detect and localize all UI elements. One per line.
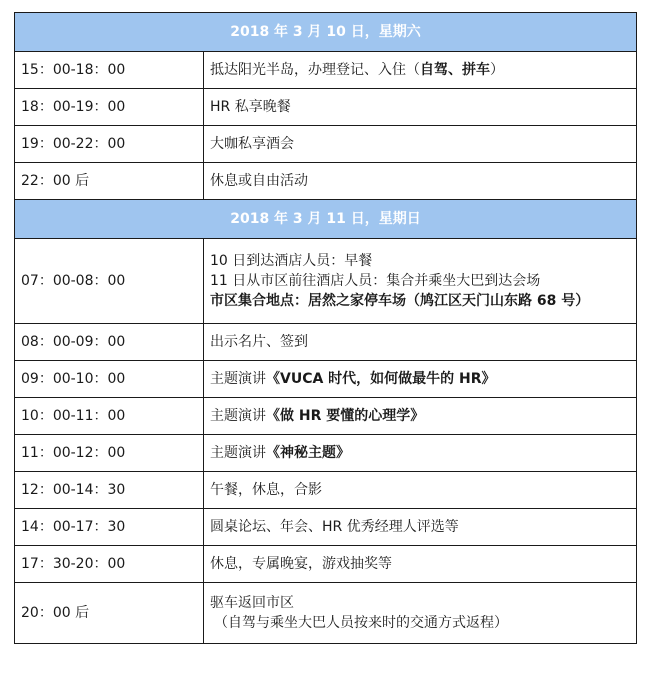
activity-line: 10 日到达酒店人员：早餐 — [210, 253, 373, 269]
activity-cell — [204, 361, 637, 398]
activity-cell — [204, 239, 637, 324]
table-row — [15, 435, 637, 472]
time-cell: 18：00-19：00 — [15, 89, 204, 126]
time-cell: 17：30-20：00 — [15, 546, 204, 583]
talk-title: 《神秘主题》 — [266, 445, 350, 461]
activity-bold-text: 自驾、拼车 — [420, 62, 490, 78]
talk-title: 《VUCA 时代，如何做最牛的 HR》 — [266, 371, 496, 387]
activity-cell — [204, 435, 637, 472]
table-row — [15, 52, 637, 89]
time-cell: 12：00-14：30 — [15, 472, 204, 509]
talk-title: 《做 HR 要懂的心理学》 — [266, 408, 425, 424]
day-header-label: 2018 年 3 月 11 日，星期日 — [15, 200, 637, 239]
time-cell: 22：00 后 — [15, 163, 204, 200]
table-row — [15, 472, 637, 509]
table-row — [15, 89, 637, 126]
activity-text: 主题演讲 — [210, 408, 266, 424]
activity-cell: HR 私享晚餐 — [204, 89, 637, 126]
activity-cell: 大咖私享酒会 — [204, 126, 637, 163]
activity-cell — [204, 52, 637, 89]
day-header — [15, 13, 637, 52]
time-cell: 09：00-10：00 — [15, 361, 204, 398]
table-row — [15, 324, 637, 361]
table-row — [15, 361, 637, 398]
table-row — [15, 163, 637, 200]
activity-cell: 圆桌论坛、年会、HR 优秀经理人评选等 — [204, 509, 637, 546]
table-row — [15, 583, 637, 644]
day-header — [15, 200, 637, 239]
time-cell: 14：00-17：30 — [15, 509, 204, 546]
activity-cell: 出示名片、签到 — [204, 324, 637, 361]
table-row — [15, 509, 637, 546]
activity-text: 主题演讲 — [210, 445, 266, 461]
table-row — [15, 398, 637, 435]
time-cell: 19：00-22：00 — [15, 126, 204, 163]
activity-line: 11 日从市区前往酒店人员：集合并乘坐大巴到达会场 — [210, 273, 541, 289]
activity-line: （自驾与乘坐大巴人员按来时的交通方式返程） — [214, 615, 508, 631]
activity-cell: 休息或自由活动 — [204, 163, 637, 200]
activity-text: 抵达阳光半岛，办理登记、入住（ — [210, 62, 420, 78]
activity-cell: 休息，专属晚宴，游戏抽奖等 — [204, 546, 637, 583]
activity-cell — [204, 583, 637, 644]
activity-cell — [204, 398, 637, 435]
time-cell: 11：00-12：00 — [15, 435, 204, 472]
activity-cell: 午餐，休息，合影 — [204, 472, 637, 509]
time-cell: 15：00-18：00 — [15, 52, 204, 89]
meeting-point-line: 市区集合地点：居然之家停车场（鸠江区天门山东路 68 号） — [210, 293, 590, 309]
activity-line: 驱车返回市区 — [210, 595, 294, 611]
time-cell: 07：00-08：00 — [15, 239, 204, 324]
table-row — [15, 239, 637, 324]
table-row — [15, 126, 637, 163]
time-cell: 20：00 后 — [15, 583, 204, 644]
time-cell: 10：00-11：00 — [15, 398, 204, 435]
time-cell: 08：00-09：00 — [15, 324, 204, 361]
day-header-label: 2018 年 3 月 10 日，星期六 — [15, 13, 637, 52]
activity-text: 主题演讲 — [210, 371, 266, 387]
activity-text-end: ） — [490, 62, 504, 78]
schedule-table — [14, 12, 637, 644]
table-row — [15, 546, 637, 583]
